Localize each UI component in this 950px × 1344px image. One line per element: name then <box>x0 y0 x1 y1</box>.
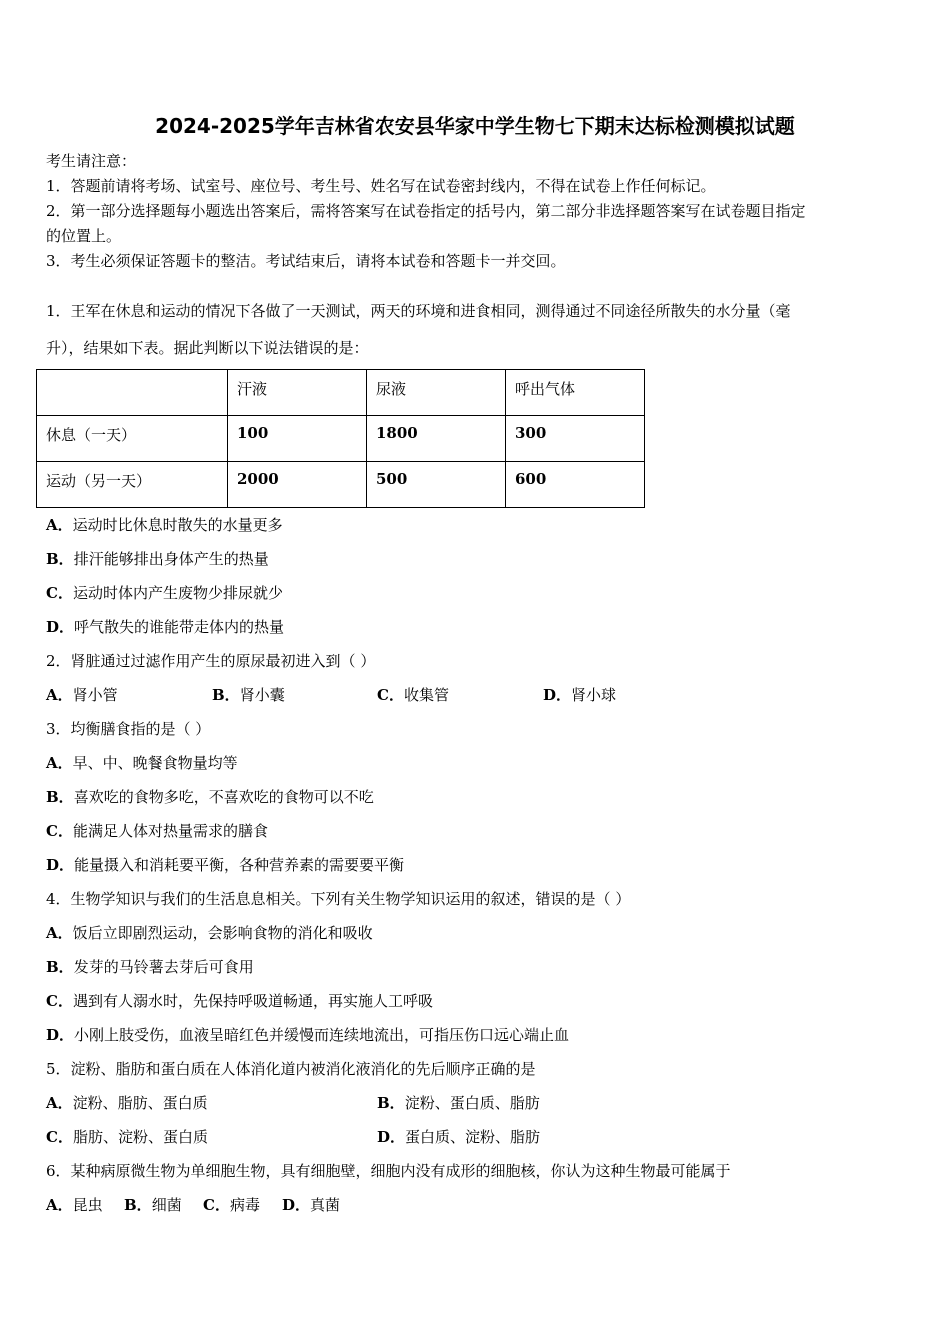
option-label: B． <box>377 1094 405 1112</box>
option-label: A． <box>46 754 73 772</box>
option-label: B． <box>124 1196 152 1214</box>
option-label: B． <box>212 686 240 704</box>
option-text: 肾小囊 <box>239 686 285 704</box>
q3-option-a <box>46 753 238 773</box>
table-header-cell <box>37 370 228 416</box>
table-header-cell: 汗液 <box>228 370 367 416</box>
option-label: D． <box>377 1128 406 1146</box>
option-text: 淀粉、脂肪、蛋白质 <box>72 1094 208 1112</box>
option-label: C． <box>203 1196 230 1214</box>
option-label: B． <box>46 958 74 976</box>
q4-option-d <box>46 1025 569 1045</box>
option-label: D． <box>46 618 75 636</box>
q2-option-d <box>543 685 616 705</box>
option-text: 运动时比休息时散失的水量更多 <box>72 516 283 534</box>
q1-option-c <box>46 583 283 603</box>
q4-option-a <box>46 923 373 943</box>
option-label: C． <box>46 992 73 1010</box>
option-text: 饭后立即剧烈运动，会影响食物的消化和吸收 <box>72 924 373 942</box>
q2-stem: 2．肾脏通过过滤作用产生的原尿最初进入到（ ） <box>46 652 376 670</box>
option-label: A． <box>46 516 73 534</box>
option-label: A． <box>46 1094 73 1112</box>
option-text: 早、中、晚餐食物量均等 <box>72 754 238 772</box>
option-label: D． <box>46 856 75 874</box>
q1-option-b <box>46 549 269 569</box>
q6-option-a <box>46 1195 103 1215</box>
q3-stem: 3．均衡膳食指的是（ ） <box>46 720 211 738</box>
q1-stem-line1: 1．王军在休息和运动的情况下各做了一天测试，两天的环境和进食相同，测得通过不同途径所散失的水分量（毫 <box>46 302 791 320</box>
q5-stem: 5．淀粉、脂肪和蛋白质在人体消化道内被消化液消化的先后顺序正确的是 <box>46 1060 536 1078</box>
option-text: 病毒 <box>229 1196 260 1214</box>
q5-option-d <box>377 1127 540 1147</box>
option-text: 淀粉、蛋白质、脂肪 <box>404 1094 540 1112</box>
option-text: 脂肪、淀粉、蛋白质 <box>72 1128 208 1146</box>
q6-stem: 6．某种病原微生物为单细胞生物，具有细胞壁，细胞内没有成形的细胞核，你认为这种生物最可能属于 <box>46 1162 731 1180</box>
option-label: D． <box>46 1026 75 1044</box>
option-text: 真菌 <box>310 1196 341 1214</box>
q4-option-b <box>46 957 254 977</box>
q5-option-c <box>46 1127 208 1147</box>
q1-option-d <box>46 617 284 637</box>
option-label: D． <box>543 686 572 704</box>
q6-option-d <box>282 1195 340 1215</box>
q2-option-b <box>212 685 285 705</box>
option-text: 细菌 <box>151 1196 182 1214</box>
option-label: A． <box>46 686 73 704</box>
option-text: 肾小管 <box>72 686 118 704</box>
notice-item-2-cont: 的位置上。 <box>46 227 122 245</box>
option-label: A． <box>46 924 73 942</box>
q3-option-b <box>46 787 374 807</box>
q6-option-b <box>124 1195 182 1215</box>
notice-item-1: 1．答题前请将考场、试室号、座位号、考生号、姓名写在试卷密封线内，不得在试卷上作任何标记。 <box>46 177 716 195</box>
option-label: D． <box>282 1196 311 1214</box>
option-text: 能满足人体对热量需求的膳食 <box>72 822 268 840</box>
option-text: 肾小球 <box>571 686 617 704</box>
q5-option-a <box>46 1093 208 1113</box>
q6-option-c <box>203 1195 260 1215</box>
option-text: 能量摄入和消耗要平衡，各种营养素的需要要平衡 <box>74 856 405 874</box>
q2-option-c <box>377 685 449 705</box>
option-text: 昆虫 <box>72 1196 103 1214</box>
option-label: C． <box>46 822 73 840</box>
notice-item-2: 2．第一部分选择题每小题选出答案后，需将答案写在试卷指定的括号内，第二部分非选择题答案写在试卷题目指定 <box>46 202 806 220</box>
water-loss-table <box>36 369 645 508</box>
table-header-row <box>37 370 645 416</box>
table-header-cell: 呼出气体 <box>506 370 645 416</box>
option-label: C． <box>46 1128 73 1146</box>
option-label: C． <box>377 686 404 704</box>
q2-option-a <box>46 685 118 705</box>
option-text: 蛋白质、淀粉、脂肪 <box>405 1128 541 1146</box>
table-cell: 600 <box>506 462 645 508</box>
option-text: 小刚上肢受伤，血液呈暗红色并缓慢而连续地流出，可指压伤口远心端止血 <box>74 1026 570 1044</box>
q1-stem-line2: 升），结果如下表。据此判断以下说法错误的是： <box>46 339 369 357</box>
option-text: 排汗能够排出身体产生的热量 <box>73 550 269 568</box>
option-label: A． <box>46 1196 73 1214</box>
q1-option-a <box>46 515 283 535</box>
option-text: 遇到有人溺水时，先保持呼吸道畅通，再实施人工呼吸 <box>72 992 433 1010</box>
option-label: B． <box>46 550 74 568</box>
q4-stem: 4．生物学知识与我们的生活息息相关。下列有关生物学知识运用的叙述，错误的是（ ） <box>46 890 631 908</box>
q3-option-d <box>46 855 404 875</box>
page-title: 2024-2025学年吉林省农安县华家中学生物七下期末达标检测模拟试题 <box>155 114 795 138</box>
q4-option-c <box>46 991 433 1011</box>
notice-heading: 考生请注意： <box>46 152 137 170</box>
table-cell: 100 <box>228 416 367 462</box>
q5-option-b <box>377 1093 540 1113</box>
option-text: 收集管 <box>403 686 449 704</box>
table-cell: 300 <box>506 416 645 462</box>
table-header-cell: 尿液 <box>367 370 506 416</box>
option-label: C． <box>46 584 73 602</box>
q3-option-c <box>46 821 268 841</box>
table-cell: 1800 <box>367 416 506 462</box>
table-row <box>37 416 645 462</box>
table-cell: 500 <box>367 462 506 508</box>
option-text: 发芽的马铃薯去芽后可食用 <box>73 958 254 976</box>
option-text: 运动时体内产生废物少排尿就少 <box>72 584 283 602</box>
option-text: 喜欢吃的食物多吃，不喜欢吃的食物可以不吃 <box>73 788 374 806</box>
table-row <box>37 462 645 508</box>
table-cell: 2000 <box>228 462 367 508</box>
notice-item-3: 3．考生必须保证答题卡的整洁。考试结束后，请将本试卷和答题卡一并交回。 <box>46 252 566 270</box>
option-text: 呼气散失的谁能带走体内的热量 <box>74 618 285 636</box>
table-cell: 运动（另一天） <box>37 462 228 508</box>
option-label: B． <box>46 788 74 806</box>
table-cell: 休息（一天） <box>37 416 228 462</box>
